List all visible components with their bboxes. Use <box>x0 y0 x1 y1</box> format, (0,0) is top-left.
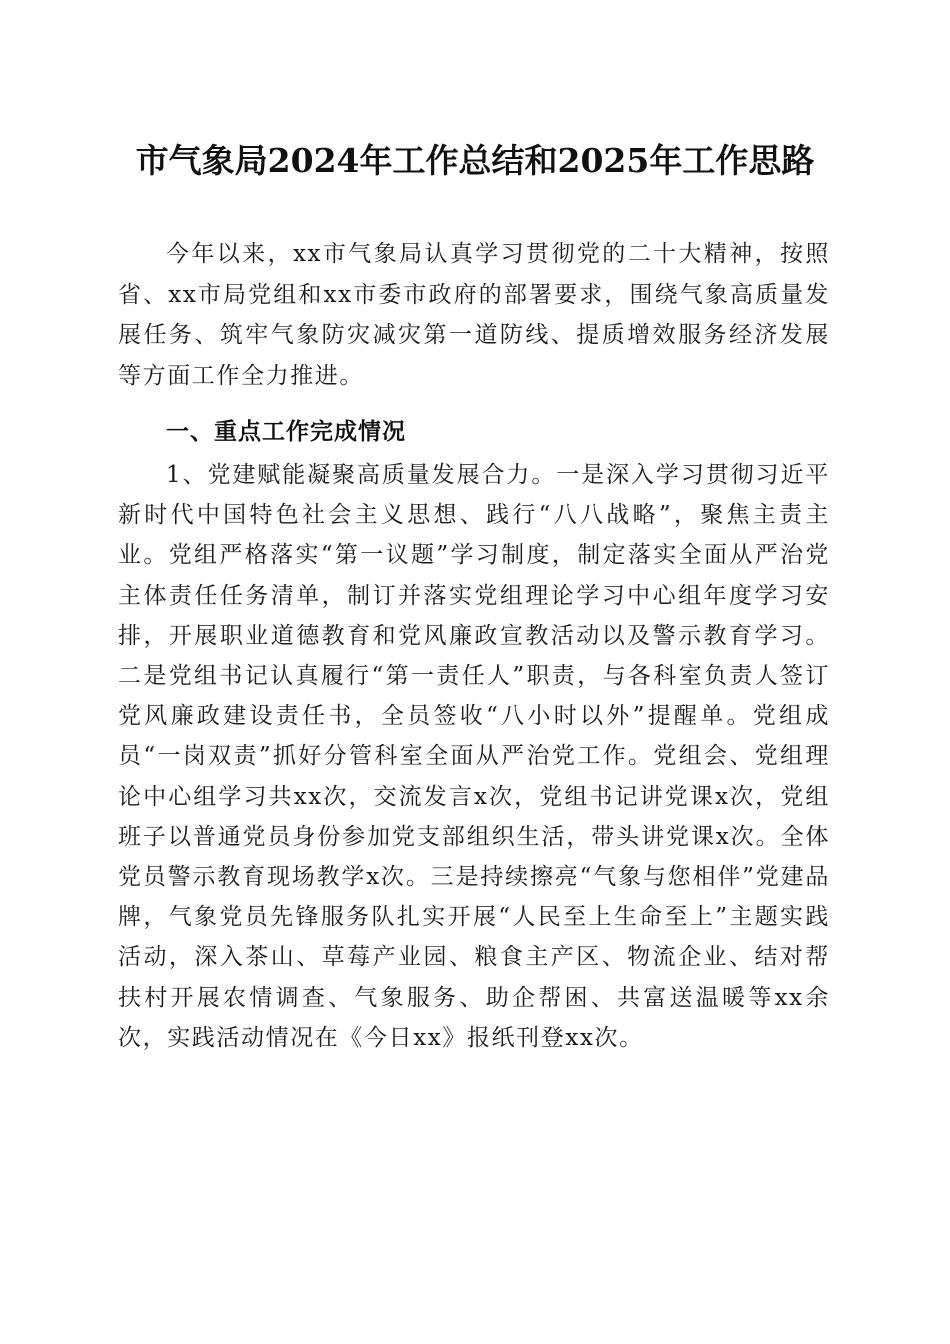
section-heading: 一、重点工作完成情况 <box>166 419 406 445</box>
section-item-paragraph: 1、党建赋能凝聚高质量发展合力。一是深入学习贯彻习近平新时代中国特色社会主义思想、践行“八八战略”，聚焦主责主业。党组严格落实“第一议题”学习制度，制定落实全面从严治党主体责任任务清单，制订并落实党组理论学习中心组年度学习安排，开展职业道德教育和党风廉政宣教活动以及警示教育学习。二是党组书记认真履行“第一责任人”职责，与各科室负责人签订党风廉政建设责任书，全员签收“八小时以外”提醒单。党组成员“一岗双责”抓好分管科室全面从严治党工作。党组会、党组理论中心组学习共xx次，交流发言x次，党组书记讲党课x次，党组班子以普通党员身份参加党支部组织生活，带头讲党课x次。全体党员警示教育现场教学x次。三是持续擦亮“气象与您相伴”党建品牌，气象党员先锋服务队扎实开展“人民至上生命至上”主题实践活动，深入茶山、草莓产业园、粮食主产区、物流企业、结对帮扶村开展农情调查、气象服务、助企帮困、共富送温暖等xx余次，实践活动情况在《今日xx》报纸刊登xx次。 <box>118 462 830 1051</box>
document-title: 市气象局2024年工作总结和2025年工作思路 <box>135 141 815 180</box>
intro-paragraph: 今年以来，xx市气象局认真学习贯彻党的二十大精神，按照省、xx市局党组和xx市委市政府的部署要求，围绕气象高质量发展任务、筑牢气象防灾减灾第一道防线、提质增效服务经济发展等方面工作全力推进。 <box>118 241 830 389</box>
